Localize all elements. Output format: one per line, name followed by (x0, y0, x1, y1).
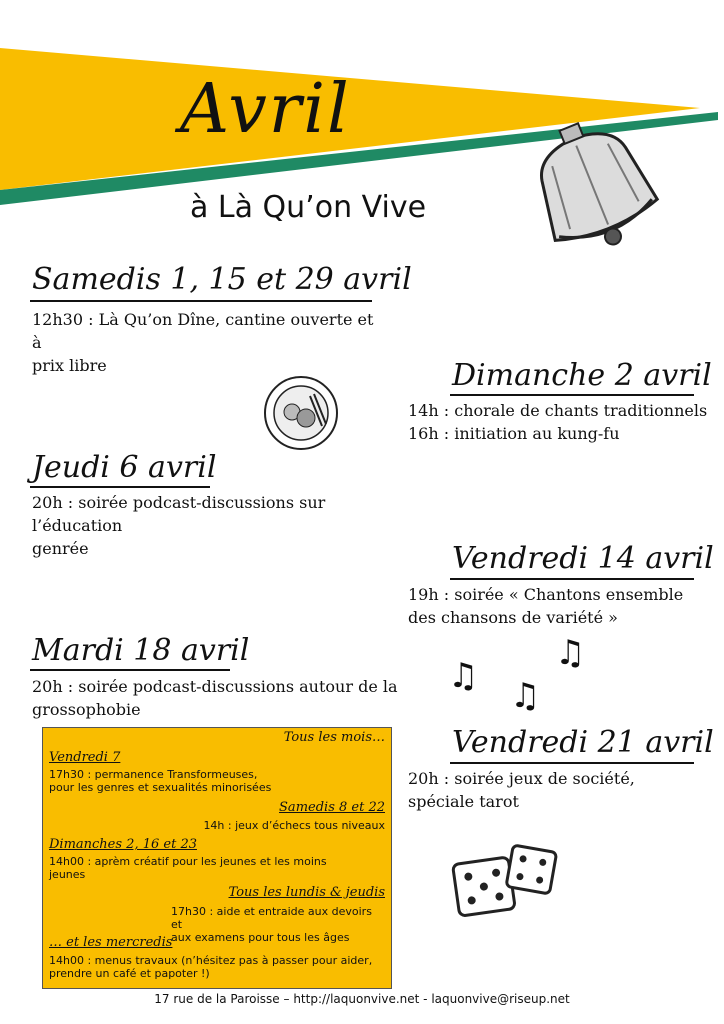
title-underline (30, 300, 372, 302)
footer-contact: 17 rue de la Paroisse – http://laquonvive.net - laquonvive@riseup.net (154, 992, 570, 1006)
title-underline (30, 486, 210, 488)
monthly-item-title: Tous les lundis & jeudis (228, 885, 385, 900)
event-title-vendredi-21: Vendredi 21 avril (452, 725, 714, 760)
event-text-dimanche: 14h : chorale de chants traditionnels 16h : initiation au kung-fu (408, 401, 708, 443)
music-note-icon: ♫ (510, 676, 541, 716)
monthly-item-text: 14h00 : menus travaux (n’hésitez pas à passer pour aider, prendre un café et papoter !) (49, 954, 373, 980)
dice-icon (448, 842, 558, 922)
event-title-samedis: Samedis 1, 15 et 29 avril (32, 262, 412, 297)
monthly-heading: Tous les mois… (283, 730, 385, 745)
monthly-item-title: Samedis 8 et 22 (279, 800, 385, 815)
monthly-item-title: Vendredi 7 (49, 750, 121, 765)
event-text-mardi: 20h : soirée podcast-discussions autour de la grossophobie (32, 677, 398, 719)
event-text-samedis: 12h30 : Là Qu’on Dîne, cantine ouverte et à prix libre (32, 310, 374, 375)
title-underline (30, 669, 230, 671)
event-title-dimanche: Dimanche 2 avril (452, 358, 712, 393)
event-title-vendredi-14: Vendredi 14 avril (452, 541, 714, 576)
monthly-item-title: … et les mercredis (49, 935, 173, 950)
event-text-vendredi-21: 20h : soirée jeux de société, spéciale tarot (408, 769, 635, 811)
monthly-item-text: 14h : jeux d’échecs tous niveaux (203, 819, 385, 832)
event-title-jeudi: Jeudi 6 avril (32, 450, 217, 485)
monthly-item-text: 14h00 : aprèm créatif pour les jeunes et les moins jeunes (49, 855, 327, 881)
music-note-icon: ♫ (448, 656, 479, 696)
monthly-item-title: Dimanches 2, 16 et 23 (49, 837, 197, 852)
monthly-box (42, 727, 392, 989)
event-title-mardi: Mardi 18 avril (32, 633, 250, 668)
title-underline (450, 762, 694, 764)
bell-icon (510, 122, 680, 262)
page-title: Avril (180, 70, 351, 149)
title-underline (450, 394, 694, 396)
music-note-icon: ♫ (555, 633, 586, 673)
title-underline (450, 578, 694, 580)
monthly-item-text: 17h30 : permanence Transformeuses, pour les genres et sexualités minorisées (49, 768, 272, 794)
monthly-item-text: 17h30 : aide et entraide aux devoirs et aux examens pour tous les âges (171, 905, 372, 944)
plate-icon (262, 374, 340, 452)
page-subtitle: à Là Qu’on Vive (190, 190, 427, 225)
event-text-jeudi: 20h : soirée podcast-discussions sur l’éducation genrée (32, 493, 326, 558)
event-text-vendredi-14: 19h : soirée « Chantons ensemble des chansons de variété » (408, 585, 684, 627)
